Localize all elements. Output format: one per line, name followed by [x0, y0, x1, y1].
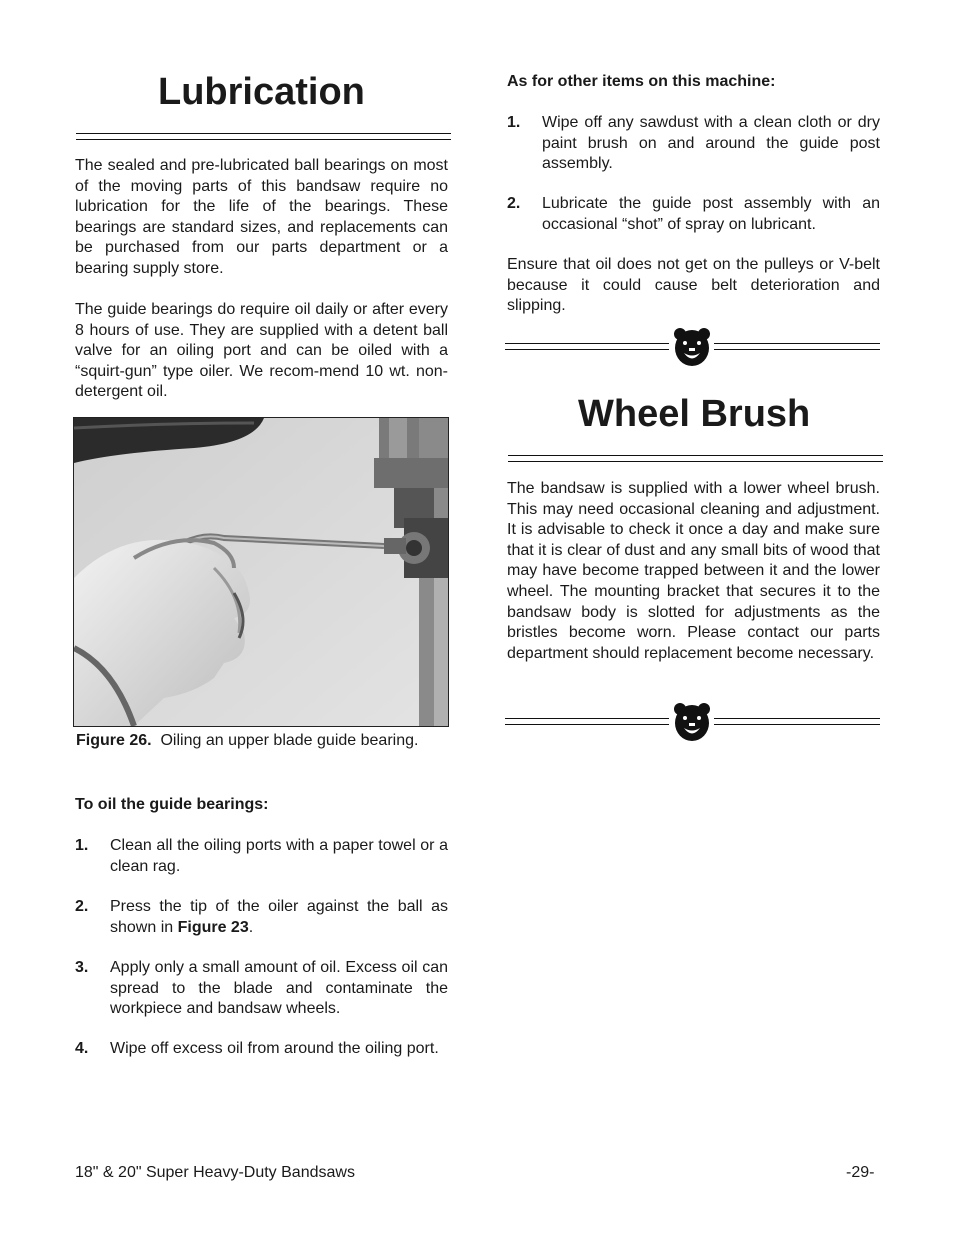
- step-number: 3.: [75, 959, 89, 976]
- items-heading: As for other items on this machine:: [507, 73, 776, 90]
- figure-label: Figure 26.: [76, 732, 152, 749]
- divider-rule-left: [505, 718, 669, 725]
- steps-heading: To oil the guide bearings:: [75, 796, 269, 813]
- item-number: 1.: [507, 114, 521, 131]
- section-title-lubrication: Lubrication: [158, 71, 365, 113]
- step-text: Apply only a small amount of oil. Excess oil can spread to the blade and contaminate the workpiece and bandsaw wheels.: [110, 959, 448, 1018]
- figure-caption: [76, 731, 456, 751]
- footer-page-number: -29-: [846, 1164, 875, 1181]
- title-rule: [76, 133, 451, 140]
- divider-rule-right: [714, 718, 880, 725]
- figure-oiling-photo: [73, 417, 449, 727]
- item-text: Lubricate the guide post assembly with an occasional “shot” of spray on lubricant.: [542, 195, 880, 233]
- step-number: 2.: [75, 898, 89, 915]
- divider-rule-right: [714, 343, 880, 350]
- item-number: 2.: [507, 195, 521, 212]
- footer-product-name: 18" & 20" Super Heavy-Duty Bandsaws: [75, 1164, 355, 1181]
- lubrication-paragraph-2: The guide bearings do require oil daily or after every 8 hours of use. They are supplied with a detent ball valve for an oiling port and can be oiled with a “squirt-gun” type oiler. We recom-mend 10 wt. non-detergent oil.: [75, 301, 448, 401]
- step-number: 1.: [75, 837, 89, 854]
- bear-logo-icon: [672, 326, 712, 368]
- item-text: Wipe off any sawdust with a clean cloth or dry paint brush on and around the guide post assembly.: [542, 114, 880, 173]
- wheel-brush-paragraph: The bandsaw is supplied with a lower wheel brush. This may need occasional cleaning and adjustment. It is advisable to check it once a day and make sure that it is clear of dust and any small bits of wood that may have become trapped between it and the lower wheel. The mounting bracket that secures it to the bandsaw body is slotted for adjustments as the bristles become worn. Please contact our parts department should replacement become necessary.: [507, 480, 880, 662]
- step-text: [110, 897, 448, 938]
- step-text-part: Press the tip of the oiler against the ball as shown in: [110, 898, 448, 936]
- figure-reference: Figure 23: [177, 918, 249, 936]
- bear-logo-icon: [672, 701, 712, 743]
- title-rule: [508, 455, 883, 462]
- divider-rule-left: [505, 343, 669, 350]
- step-text: Wipe off excess oil from around the oiling port.: [110, 1040, 439, 1057]
- section-title-wheel-brush: Wheel Brush: [578, 393, 811, 435]
- oiler-illustration: [74, 418, 448, 726]
- step-number: 4.: [75, 1040, 89, 1057]
- lubrication-paragraph-1: The sealed and pre-lubricated ball bearings on most of the moving parts of this bandsaw require no lubrication for the life of the bearings. These bearings are standard sizes, and replacements can be purchased from our parts department or a bearing supply store.: [75, 157, 448, 277]
- figure-caption-text: Oiling an upper blade guide bearing.: [160, 732, 419, 749]
- oil-note: Ensure that oil does not get on the pulleys or V-belt because it could cause belt deterioration and slipping.: [507, 256, 880, 315]
- step-text-part: .: [248, 918, 254, 936]
- step-text: Clean all the oiling ports with a paper towel or a clean rag.: [110, 837, 448, 875]
